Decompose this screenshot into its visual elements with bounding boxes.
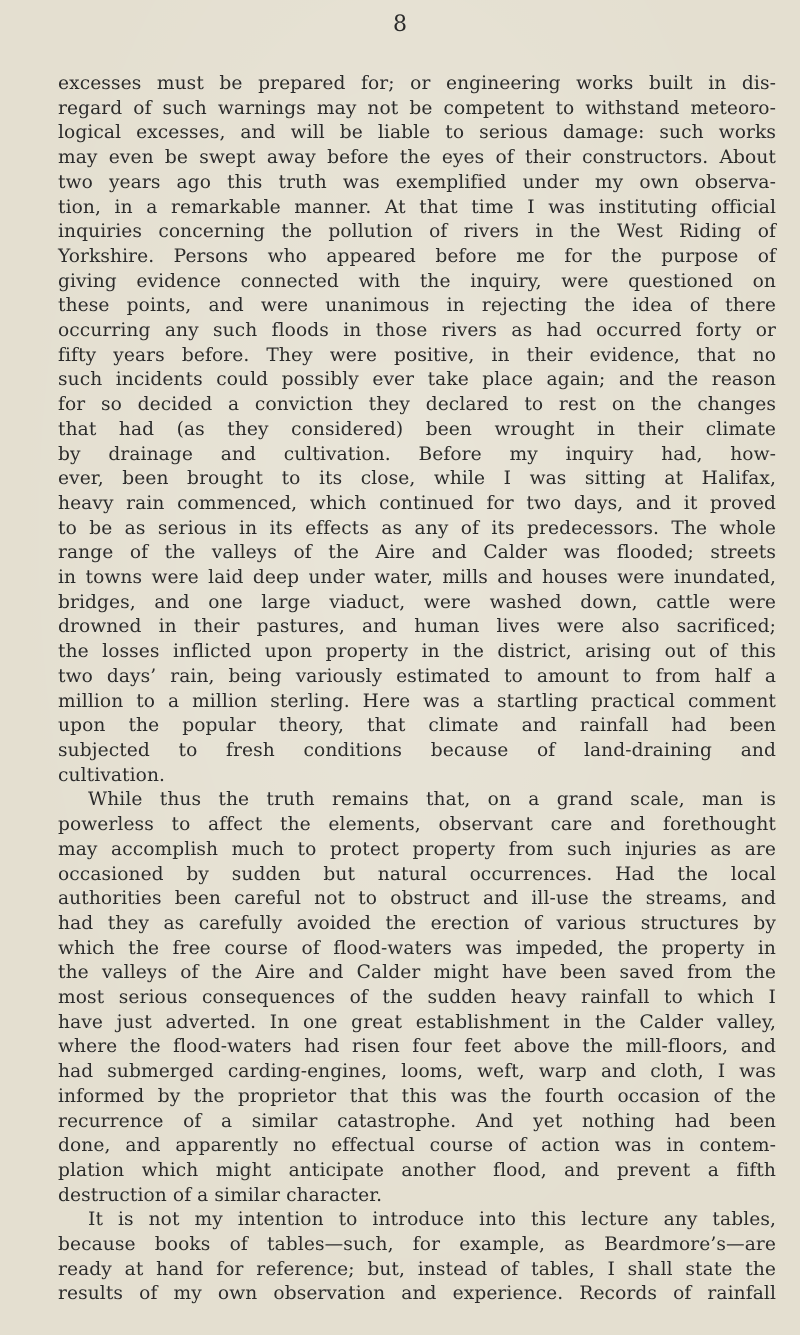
paragraph-1 <box>58 72 776 788</box>
text-line: recurrence of a similar catastrophe. And yet nothing had been <box>58 1110 776 1132</box>
text-line: occurring any such floods in those rivers as had occurred forty or <box>58 320 776 342</box>
text-line: bridges, and one large viaduct, were washed down, cattle were <box>58 591 776 613</box>
body-text <box>58 72 776 1307</box>
text-line: tion, in a remarkable manner. At that time I was instituting official <box>58 196 776 218</box>
text-line: drowned in their pastures, and human lives were also sacrificed; <box>58 616 776 638</box>
text-line: that had (as they considered) been wrought in their climate <box>58 418 776 440</box>
text-line: fifty years before. They were positive, in their evidence, that no <box>58 344 776 366</box>
text-line: regard of such warnings may not be competent to withstand meteoro- <box>58 97 776 119</box>
page-number: 8 <box>393 12 407 37</box>
text-line: the losses inflicted upon property in the district, arising out of this <box>58 641 776 663</box>
text-line: ready at hand for reference; but, instead of tables, I shall state the <box>58 1258 776 1280</box>
text-line: such incidents could possibly ever take place again; and the reason <box>58 369 776 391</box>
text-line: done, and apparently no effectual course of action was in contem- <box>58 1135 776 1157</box>
text-line: subjected to fresh conditions because of land-draining and <box>58 739 776 761</box>
text-line: authorities been careful not to obstruct and ill-use the streams, and <box>58 888 776 910</box>
text-line: powerless to affect the elements, observant care and forethought <box>58 814 776 836</box>
text-line: in towns were laid deep under water, mills and houses were inundated, <box>58 567 776 589</box>
text-line: to be as serious in its effects as any of its predecessors. The whole <box>58 517 776 539</box>
text-line: Yorkshire. Persons who appeared before me for the purpose of <box>58 245 776 267</box>
paragraph-3 <box>58 1208 776 1307</box>
text-line: cultivation. <box>58 764 166 786</box>
text-line: may accomplish much to protect property from such injuries as are <box>58 838 776 860</box>
text-line: heavy rain commenced, which continued for two days, and it proved <box>58 492 776 514</box>
text-line: had they as carefully avoided the erection of various structures by <box>58 912 776 934</box>
text-line: two days’ rain, being variously estimated to amount to from half a <box>58 665 776 687</box>
text-line: results of my own observation and experience. Records of rainfall <box>58 1283 776 1305</box>
text-line: It is not my intention to introduce into this lecture any tables, <box>88 1209 776 1231</box>
text-line: plation which might anticipate another flood, and prevent a fifth <box>58 1159 776 1181</box>
text-line: inquiries concerning the pollution of rivers in the West Riding of <box>58 221 776 243</box>
text-line: because books of tables—such, for example, as Beardmore’s—are <box>58 1234 776 1256</box>
text-line: these points, and were unanimous in rejecting the idea of there <box>58 295 776 317</box>
text-line: informed by the proprietor that this was the fourth occasion of the <box>58 1085 776 1107</box>
text-line: where the flood-waters had risen four feet above the mill-floors, and <box>58 1036 776 1058</box>
text-line: most serious consequences of the sudden heavy rainfall to which I <box>58 987 776 1009</box>
text-line: the valleys of the Aire and Calder might have been saved from the <box>58 962 776 984</box>
text-line: which the free course of flood-waters was impeded, the property in <box>58 937 776 959</box>
text-line: had submerged carding-engines, looms, weft, warp and cloth, I was <box>58 1061 776 1083</box>
text-line: two years ago this truth was exemplified under my own observa- <box>58 171 776 193</box>
text-line: ever, been brought to its close, while I was sitting at Halifax, <box>58 468 776 490</box>
text-line: destruction of a similar character. <box>58 1184 383 1206</box>
text-line: logical excesses, and will be liable to serious damage: such works <box>58 122 776 144</box>
text-line: excesses must be prepared for; or engineering works built in dis- <box>58 73 776 94</box>
text-line: for so decided a conviction they declared to rest on the changes <box>58 394 776 416</box>
text-line: have just adverted. In one great establishment in the Calder valley, <box>58 1011 776 1033</box>
text-line: million to a million sterling. Here was a startling practical comment <box>58 690 776 712</box>
text-line: occasioned by sudden but natural occurrences. Had the local <box>58 863 776 885</box>
text-line: by drainage and cultivation. Before my inquiry had, how- <box>58 443 776 465</box>
text-line: range of the valleys of the Aire and Calder was flooded; streets <box>58 542 776 564</box>
text-line: upon the popular theory, that climate and rainfall had been <box>58 715 776 737</box>
paragraph-2 <box>58 788 776 1208</box>
text-line: giving evidence connected with the inquiry, were questioned on <box>58 270 776 292</box>
text-line: While thus the truth remains that, on a grand scale, man is <box>88 789 776 811</box>
text-line: may even be swept away before the eyes of their constructors. About <box>58 147 776 169</box>
